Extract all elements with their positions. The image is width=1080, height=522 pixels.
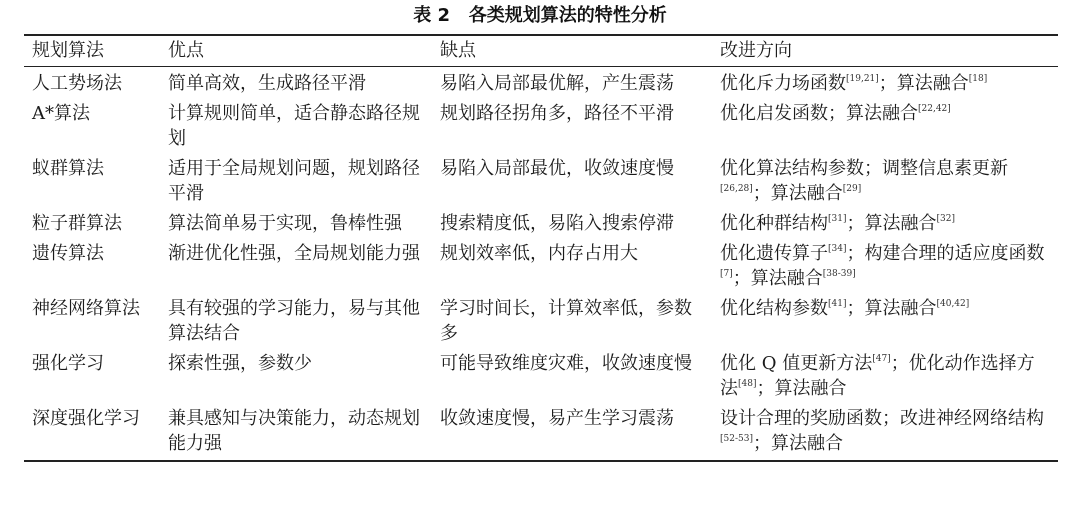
citation-marker: [32] xyxy=(936,214,955,224)
cell-pros: 具有较强的学习能力，易与其他算法结合 xyxy=(168,298,420,344)
cell-cons: 易陷入局部最优解，产生震荡 xyxy=(440,73,674,94)
citation-marker: [22,42] xyxy=(918,104,951,114)
cell-pros: 简单高效，生成路径平滑 xyxy=(168,73,366,94)
improvement-text: 优化启发函数；算法融合 xyxy=(720,103,918,124)
citation-marker: [19,21] xyxy=(846,74,879,84)
header-cons: 缺点 xyxy=(440,40,476,61)
cell-cons: 搜索精度低，易陷入搜索停滞 xyxy=(440,213,674,234)
table-header-row xyxy=(24,35,1058,67)
cell-improvement xyxy=(712,405,1058,461)
citation-marker: [26,28] xyxy=(720,184,753,194)
table-row xyxy=(24,295,1058,350)
cell-cons: 规划效率低，内存占用大 xyxy=(440,243,638,264)
improvement-text: 优化种群结构 xyxy=(720,213,828,234)
table-row xyxy=(24,405,1058,461)
table-row xyxy=(24,67,1058,101)
cell-improvement xyxy=(712,155,1058,210)
citation-marker: [40,42] xyxy=(936,299,970,309)
cell-pros: 适用于全局规划问题，规划路径平滑 xyxy=(168,158,420,204)
improvement-text: ；算法融合 xyxy=(756,378,847,399)
citation-marker: [34] xyxy=(828,244,847,254)
cell-improvement xyxy=(712,100,1058,155)
cell-algorithm: 粒子群算法 xyxy=(32,213,122,234)
algorithm-comparison-table xyxy=(24,34,1058,462)
table-row xyxy=(24,100,1058,155)
cell-pros: 兼具感知与决策能力，动态规划能力强 xyxy=(168,408,420,454)
cell-pros: 渐进优化性强，全局规划能力强 xyxy=(168,243,420,264)
citation-marker: [18] xyxy=(968,74,988,84)
cell-improvement xyxy=(712,210,1058,240)
table-row xyxy=(24,155,1058,210)
cell-algorithm: 深度强化学习 xyxy=(32,408,140,429)
cell-pros: 算法简单易于实现，鲁棒性强 xyxy=(168,213,402,234)
table-caption: 表 2 各类规划算法的特性分析 xyxy=(413,5,667,26)
citation-marker: [29] xyxy=(842,184,862,194)
improvement-text: 优化斥力场函数 xyxy=(720,73,846,94)
improvement-text: ；算法融合 xyxy=(732,268,823,289)
citation-marker: [7] xyxy=(720,269,733,279)
citation-marker: [52-53] xyxy=(720,434,753,444)
table-row xyxy=(24,350,1058,405)
improvement-text: 优化算法结构参数；调整信息素更新 xyxy=(720,158,1008,179)
cell-algorithm: 强化学习 xyxy=(32,353,104,374)
cell-improvement xyxy=(712,350,1058,405)
cell-cons: 学习时间长，计算效率低，参数多 xyxy=(440,298,692,344)
improvement-text: ；算法融合 xyxy=(752,433,843,454)
header-improvement: 改进方向 xyxy=(720,40,792,61)
cell-improvement xyxy=(712,295,1058,350)
table-row xyxy=(24,240,1058,295)
cell-cons: 易陷入局部最优，收敛速度慢 xyxy=(440,158,674,179)
improvement-text: ；算法融合 xyxy=(878,73,969,94)
improvement-text: ；算法融合 xyxy=(846,213,937,234)
table-row xyxy=(24,210,1058,240)
cell-pros: 计算规则简单，适合静态路径规划 xyxy=(168,103,420,149)
cell-pros: 探索性强，参数少 xyxy=(168,353,312,374)
cell-improvement xyxy=(712,240,1058,295)
improvement-text: 优化结构参数 xyxy=(720,298,828,319)
cell-cons: 可能导致维度灾难，收敛速度慢 xyxy=(440,353,692,374)
cell-cons: 规划路径拐角多，路径不平滑 xyxy=(440,103,674,124)
improvement-text: ；算法融合 xyxy=(752,183,843,204)
improvement-text: ；优化动作选择方法 xyxy=(720,353,1035,399)
improvement-text: 优化 Q 值更新方法 xyxy=(720,353,873,374)
cell-algorithm: A*算法 xyxy=(32,103,90,124)
cell-algorithm: 人工势场法 xyxy=(32,73,122,94)
citation-marker: [48] xyxy=(738,379,757,389)
cell-improvement xyxy=(712,67,1058,101)
citation-marker: [47] xyxy=(872,354,891,364)
cell-algorithm: 蚁群算法 xyxy=(32,158,104,179)
citation-marker: [41] xyxy=(828,299,847,309)
cell-cons: 收敛速度慢，易产生学习震荡 xyxy=(440,408,674,429)
improvement-text: 设计合理的奖励函数；改进神经网络结构 xyxy=(720,408,1044,429)
header-pros: 优点 xyxy=(168,40,204,61)
citation-marker: [31] xyxy=(828,214,847,224)
citation-marker: [38-39] xyxy=(822,269,856,279)
improvement-text: 优化遗传算子 xyxy=(720,243,828,264)
cell-algorithm: 神经网络算法 xyxy=(32,298,140,319)
header-algorithm: 规划算法 xyxy=(32,40,104,61)
improvement-text: ；构建合理的适应度函数 xyxy=(846,243,1045,264)
cell-algorithm: 遗传算法 xyxy=(32,243,104,264)
improvement-text: ；算法融合 xyxy=(846,298,937,319)
